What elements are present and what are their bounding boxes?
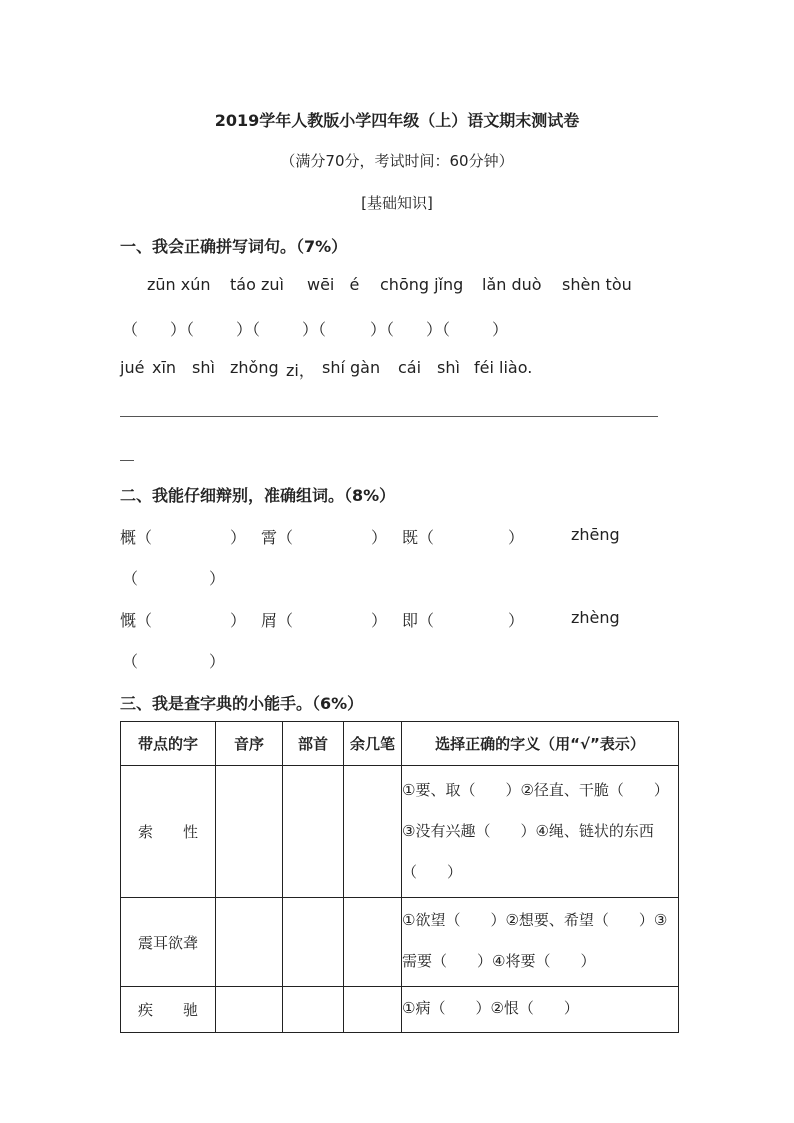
blank-paren: ）（ (236, 320, 261, 339)
answer-line-end (120, 460, 134, 461)
blank-open: （ (122, 652, 139, 671)
table-row (121, 766, 679, 898)
word-cell: 索 性 (121, 766, 216, 898)
word-group-char: 即（ (402, 611, 435, 630)
blank-close: ） (371, 528, 388, 547)
blank-paren: ）（ (370, 320, 395, 339)
q2-heading: 二、我能仔细辩别，准确组词。（8%） (120, 486, 396, 505)
sense-options: ①要、取（ ）②径直、干脆（ ）③没有兴趣（ ）④绳、链状的东西（ ） (402, 766, 679, 898)
blank-close: ） (371, 611, 388, 630)
blank-close: ） (508, 611, 525, 630)
pinyin-word: shèn tòu (562, 275, 632, 294)
pinyin-syllable: shì (192, 358, 215, 377)
exam-title: 2019学年人教版小学四年级（上）语文期末测试卷 (214, 111, 580, 130)
blank-paren: ） (492, 320, 509, 339)
pinyin-syllable: jué (120, 358, 145, 377)
sense-options: ①病（ ）②恨（ ） (402, 987, 679, 1033)
answer-cell[interactable] (344, 987, 402, 1033)
pinyin-syllable: zi， (286, 361, 315, 380)
pinyin-syllable: gàn (350, 358, 381, 377)
q1-heading: 一、我会正确拼写词句。（7%） (120, 237, 348, 256)
pinyin-word: zūn xún (147, 275, 211, 294)
blank-paren: （ (122, 320, 139, 339)
answer-cell[interactable] (216, 898, 283, 987)
word-group-char: 既（ (402, 528, 435, 547)
section-tag: [基础知识] (361, 194, 433, 212)
answer-cell[interactable] (344, 766, 402, 898)
blank-close: ） (209, 569, 226, 588)
answer-cell[interactable] (283, 987, 344, 1033)
word-cell: 疾 驰 (121, 987, 216, 1033)
pinyin-word: táo zuì (230, 275, 284, 294)
answer-cell[interactable] (283, 766, 344, 898)
pinyin-syllable: shí (322, 358, 345, 377)
table-header: 余几笔 (344, 722, 402, 766)
blank-open: （ (122, 569, 139, 588)
blank-close: ） (508, 528, 525, 547)
pinyin-word: chōng jǐng (380, 275, 464, 294)
word-group-char: 慨（ (120, 611, 153, 630)
table-header: 选择正确的字义（用“√”表示） (402, 722, 679, 766)
pinyin-syllable: cái (398, 358, 422, 377)
blank-close: ） (209, 652, 226, 671)
word-group-char: 霄（ (261, 528, 294, 547)
pinyin-word: zhèng (571, 608, 620, 627)
word-group-char: 概（ (120, 528, 153, 547)
table-row (121, 898, 679, 987)
blank-paren: ）（ (302, 320, 327, 339)
table-header: 带点的字 (121, 722, 216, 766)
blank-paren: ）（ (426, 320, 451, 339)
answer-cell[interactable] (283, 898, 344, 987)
pinyin-syllable: féi liào. (474, 358, 533, 377)
sense-options: ①欲望（ ）②想要、希望（ ）③需要（ ）④将要（ ） (402, 898, 679, 987)
q3-heading: 三、我是查字典的小能手。（6%） (120, 694, 364, 713)
answer-cell[interactable] (216, 987, 283, 1033)
pinyin-syllable: shì (437, 358, 460, 377)
pinyin-word: wēi é (307, 275, 360, 294)
table-header: 部首 (283, 722, 344, 766)
pinyin-syllable: zhǒng (230, 358, 279, 377)
table-header-row (121, 722, 679, 766)
table-row (121, 987, 679, 1033)
answer-line (120, 416, 658, 417)
dictionary-table (120, 721, 679, 1033)
word-cell: 震耳欲聋 (121, 898, 216, 987)
table-header: 音序 (216, 722, 283, 766)
pinyin-syllable: xīn (152, 358, 177, 377)
word-group-char: 屑（ (261, 611, 294, 630)
pinyin-word: zhēng (571, 525, 620, 544)
blank-close: ） (230, 528, 247, 547)
exam-subtitle: （满分70分，考试时间：60分钟） (280, 152, 514, 170)
blank-paren: ）（ (170, 320, 195, 339)
blank-close: ） (230, 611, 247, 630)
pinyin-word: lǎn duò (482, 275, 542, 294)
answer-cell[interactable] (344, 898, 402, 987)
answer-cell[interactable] (216, 766, 283, 898)
